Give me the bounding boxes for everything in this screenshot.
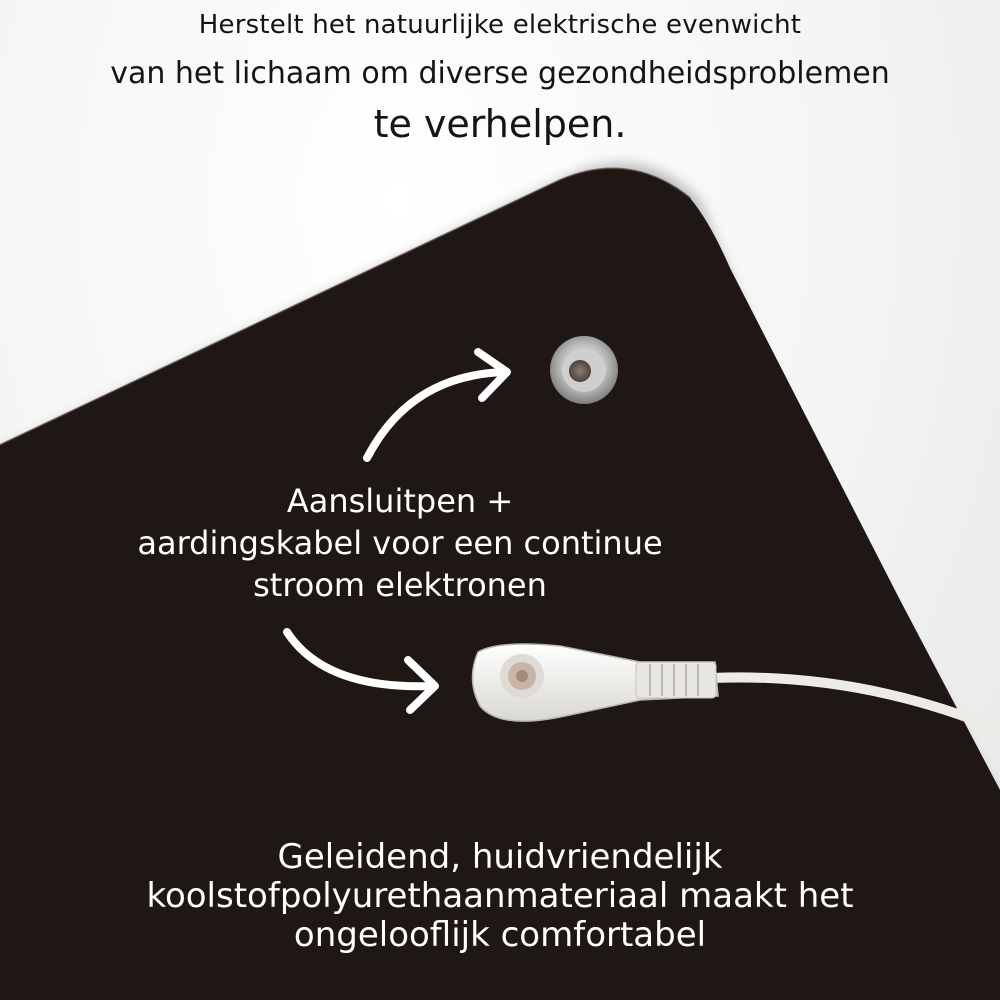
material-caption-line-3: ongelooflijk comfortabel bbox=[293, 915, 707, 955]
material-caption-line-2: koolstofpolyurethaanmateriaal maakt het bbox=[146, 876, 854, 916]
material-caption-line-1: Geleidend, huidvriendelijk bbox=[277, 837, 723, 877]
headline-line-3: te verhelpen. bbox=[373, 102, 627, 146]
material-caption bbox=[90, 838, 910, 955]
connector-caption-line-2: aardingskabel voor een continue bbox=[137, 524, 663, 562]
connector-caption-line-1: Aansluitpen + bbox=[286, 482, 514, 520]
connector-caption bbox=[100, 480, 700, 606]
snap-stud-icon bbox=[550, 336, 618, 404]
headline-line-2: van het lichaam om diverse gezondheidsproblemen bbox=[110, 56, 890, 91]
headline-line-1: Herstelt het natuurlijke elektrische evenwicht bbox=[198, 10, 802, 40]
connector-caption-line-3: stroom elektronen bbox=[253, 566, 547, 604]
